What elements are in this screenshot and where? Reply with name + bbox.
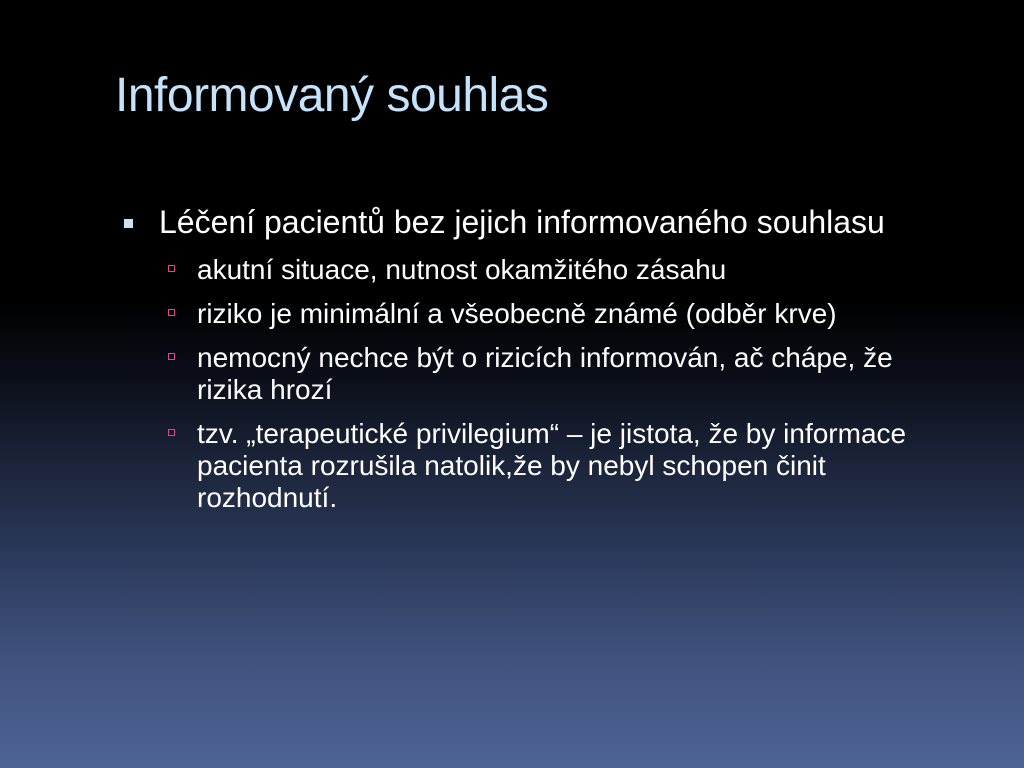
filled-square-bullet-icon xyxy=(124,219,133,228)
hollow-square-bullet-icon xyxy=(168,265,175,272)
slide-title: Informovaný souhlas xyxy=(115,69,549,122)
sub-bullet-item xyxy=(159,418,939,514)
slide-content xyxy=(120,204,940,526)
hollow-square-bullet-icon xyxy=(168,309,175,316)
sub-bullet-text: nemocný nechce být o rizicích informován, ač chápe, že rizika hrozí xyxy=(197,342,893,405)
hollow-square-bullet-icon xyxy=(168,429,175,436)
sub-bullet-item xyxy=(159,342,939,406)
sub-bullet-text: tzv. „terapeutické privilegium“ – je jistota, že by informace pacienta rozrušila natolik,že by nebyl schopen činit rozhodnutí. xyxy=(197,418,907,513)
hollow-square-bullet-icon xyxy=(168,353,175,360)
sub-bullet-list xyxy=(120,254,940,514)
sub-bullet-text: riziko je minimální a všeobecně známé (odběr krve) xyxy=(197,298,837,329)
main-bullet-item xyxy=(120,204,899,241)
sub-bullet-item xyxy=(159,254,939,286)
main-bullet-text: Léčení pacientů bez jejich informovaného souhlasu xyxy=(159,204,885,240)
sub-bullet-text: akutní situace, nutnost okamžitého zásahu xyxy=(197,254,727,285)
sub-bullet-item xyxy=(159,298,939,330)
